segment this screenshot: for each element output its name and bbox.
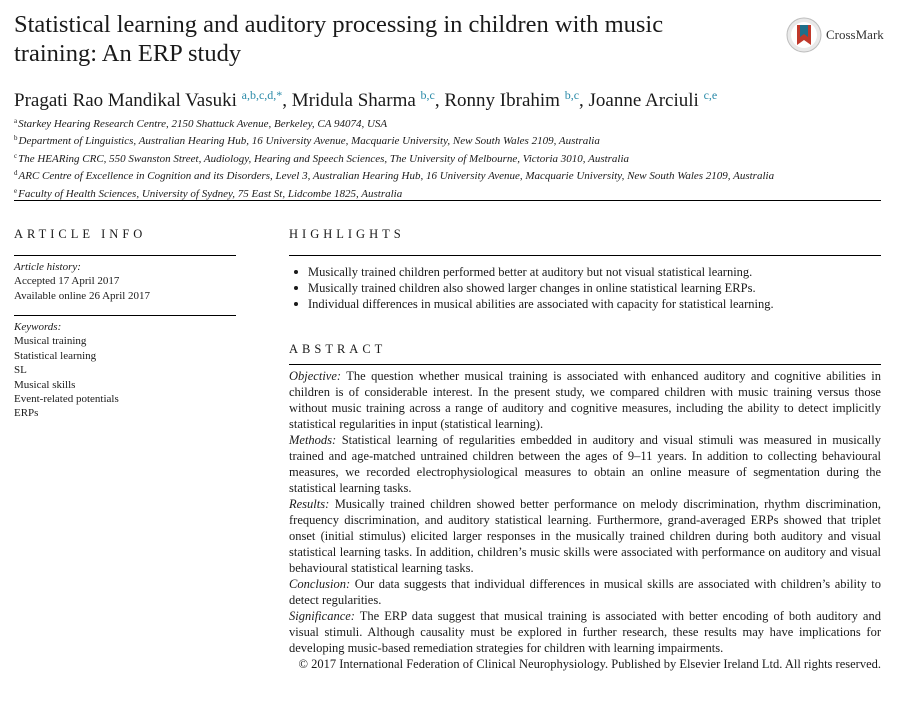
author-name: Joanne Arciuli (588, 90, 699, 111)
highlight-item: Musically trained children also showed larger changes in online statistical learning ERPs. (289, 280, 881, 296)
keywords-block (14, 320, 119, 421)
keyword: SL (14, 364, 27, 377)
highlight-item: Musically trained children performed better at auditory but not visual statistical learning. (289, 264, 881, 280)
abstract-methods: Methods: Statistical learning of regularities embedded in auditory and visual stimuli was measured in musically trained and age-matched untrained children between the ages of 9–11 years. In addition to collecting behavioural measures, we recorded electrophysiological measures to obtain an online measure of segmentation during the statistical learning tasks. (289, 433, 881, 495)
accepted-date: Accepted 17 April 2017 (14, 275, 120, 288)
keyword: Statistical learning (14, 349, 97, 362)
article-history (14, 260, 150, 303)
abstract-divider (289, 364, 881, 365)
author-name: Mridula Sharma (291, 90, 416, 111)
affiliation: $^e$Faculty of Health Sciences, University of Sydney, 75 East St, Lidcombe 1825, Australia (14, 186, 403, 200)
article-info-divider (14, 255, 236, 256)
article-info-heading: ARTICLE INFO (14, 227, 147, 241)
crossmark-icon (786, 17, 822, 53)
history-label: Article history: (14, 261, 81, 273)
author-affiliation-sup[interactable]: b,c (564, 88, 580, 102)
keyword: Event-related potentials (14, 393, 119, 406)
affiliation: $^a$Starkey Hearing Research Centre, 2150 Shattuck Avenue, Berkeley, CA 94074, USA (14, 117, 388, 130)
author-name: Ronny Ibrahim (444, 90, 560, 111)
affiliation: $^b$Department of Linguistics, Australian Hearing Hub, 16 University Avenue, Macquarie University, New South Wales 2109, Australia (14, 134, 600, 148)
abstract-conclusion: Conclusion: Our data suggests that individual differences in musical skills are associated with children’s ability to detect regularities. (289, 577, 881, 607)
keywords-divider (14, 315, 236, 316)
keywords-label: Keywords: (14, 321, 62, 333)
highlights-list (289, 264, 881, 312)
copyright-notice: © 2017 International Federation of Clinical Neurophysiology. Published by Elsevier Ireland Ltd. All rights reserved. (298, 657, 881, 671)
abstract-body (289, 368, 881, 672)
keyword: Musical training (14, 335, 87, 348)
highlight-item: Individual differences in musical abilities are associated with capacity for statistical learning. (289, 296, 881, 312)
author-list: Pragati Rao Mandikal Vasuki $^{a,b,c,d,*}$, Mridula Sharma $^{b,c}$, Ronny Ibrahim $^{b,c}$, Joanne Arciuli $^{c,e}$ (14, 88, 718, 111)
crossmark-label: CrossMark (826, 27, 884, 42)
abstract-significance: Significance: The ERP data suggest that musical training is associated with better encoding of both auditory and visual stimuli. Although causality must be explored in further research, these results may have implications for developing music-based remediation strategies for children with learning impairments. (289, 609, 881, 655)
affiliation-list (14, 114, 884, 201)
abstract-results: Results: Musically trained children showed better performance on melody discrimination, rhythm discrimination, frequency discrimination, and auditory statistical learning. Furthermore, grand-averaged ERPs showed that triplet onset (initial stimulus) elicited larger responses in the musically trained children during both auditory and visual statistical learning tasks. In addition, children’s music skills were associated with performance on auditory and visual behavioural statistical learning tasks. (289, 497, 881, 575)
author-affiliation-sup[interactable]: a,b,c,d,* (241, 88, 283, 102)
abstract-heading: ABSTRACT (289, 342, 387, 356)
header-divider (14, 200, 881, 201)
author-name: Pragati Rao Mandikal Vasuki (14, 90, 237, 111)
author-affiliation-sup[interactable]: b,c (420, 88, 435, 102)
affiliation: $^d$ARC Centre of Excellence in Cognition and its Disorders, Level 3, Australian Hearing Hub, 16 University Avenue, Macquarie University, New South Wales 2109, Australia (14, 169, 775, 183)
abstract-objective: Objective: The question whether musical training is associated with enhanced auditory and cognitive abilities in children is of considerable interest. In the present study, we compared children with music training versus those without music training across a range of auditory and cognitive measures, including the ability to detect implicitly statistical regularities in input (statistical learning). (289, 369, 881, 431)
affiliation: $^c$The HEARing CRC, 550 Swanston Street, Audiology, Hearing and Speech Sciences, The University of Melbourne, Victoria 3010, Australia (14, 151, 630, 165)
highlights-heading: HIGHLIGHTS (289, 227, 405, 241)
crossmark-badge[interactable] (786, 17, 884, 53)
keyword: ERPs (14, 407, 39, 420)
article-title: Statistical learning and auditory processing in children with music training: An ERP study (14, 11, 664, 67)
available-date: Available online 26 April 2017 (14, 289, 151, 302)
highlights-divider (289, 255, 881, 256)
author-affiliation-sup[interactable]: c,e (703, 88, 718, 102)
keyword: Musical skills (14, 378, 76, 391)
